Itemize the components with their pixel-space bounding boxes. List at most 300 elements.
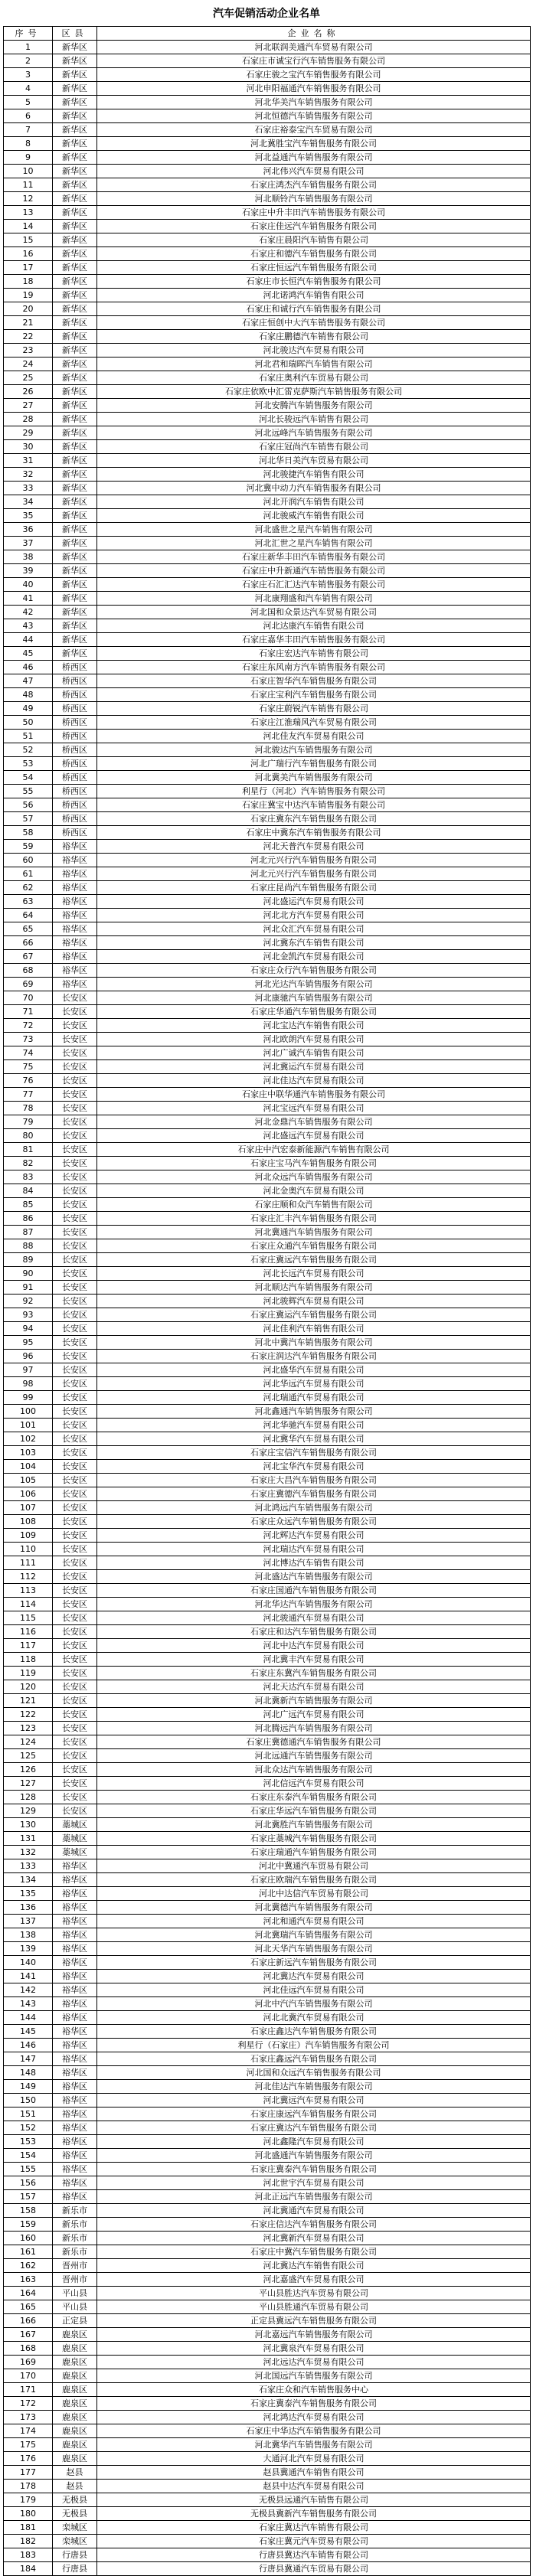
serial-number-cell: 50	[4, 716, 53, 730]
company-name-cell: 石家庄裕泰宝汽车贸易有限公司	[97, 123, 531, 137]
serial-number-cell: 63	[4, 895, 53, 909]
serial-number-cell: 142	[4, 1983, 53, 1997]
serial-number-cell: 175	[4, 2438, 53, 2452]
table-row	[4, 1708, 531, 1722]
district-cell: 栾城区	[53, 2521, 97, 2535]
district-cell: 长安区	[53, 1487, 97, 1501]
company-name-cell: 河北君和瑞晖汽车销售有限公司	[97, 358, 531, 371]
district-cell: 桥西区	[53, 702, 97, 716]
company-name-cell: 河北远峰汽车销售服务有限公司	[97, 426, 531, 440]
company-name-cell: 石家庄中冀东汽车销售服务有限公司	[97, 826, 531, 840]
company-name-cell: 石家庄鑫远汽车销售服务有限公司	[97, 2052, 531, 2066]
serial-number-cell: 176	[4, 2452, 53, 2466]
district-cell: 长安区	[53, 1777, 97, 1791]
district-cell: 赵县	[53, 2480, 97, 2493]
district-cell: 裕华区	[53, 840, 97, 854]
company-name-cell: 河北欧朗汽车贸易有限公司	[97, 1033, 531, 1046]
serial-number-cell: 124	[4, 1735, 53, 1749]
company-name-cell: 行唐县冀达汽车销售有限公司	[97, 2548, 531, 2562]
company-name-cell: 河北冀达汽车贸易有限公司	[97, 1970, 531, 1983]
serial-number-cell: 126	[4, 1763, 53, 1777]
serial-number-cell: 32	[4, 468, 53, 482]
table-row	[4, 1074, 531, 1088]
district-cell: 新华区	[53, 344, 97, 358]
serial-number-cell: 117	[4, 1639, 53, 1653]
company-name-cell: 河北冀新汽车贸易有限公司	[97, 2232, 531, 2245]
serial-number-cell: 174	[4, 2424, 53, 2438]
district-cell: 长安区	[53, 1405, 97, 1419]
table-row	[4, 716, 531, 730]
district-cell: 裕华区	[53, 895, 97, 909]
table-row	[4, 1611, 531, 1625]
district-cell: 新华区	[53, 647, 97, 661]
company-name-cell: 平山县胜通汽车贸易有限公司	[97, 2300, 531, 2314]
serial-number-cell: 145	[4, 2025, 53, 2039]
serial-number-cell: 92	[4, 1295, 53, 1308]
serial-number-cell: 22	[4, 330, 53, 344]
company-name-cell: 河北嘉远汽车销售服务有限公司	[97, 2328, 531, 2342]
district-cell: 裕华区	[53, 1942, 97, 1956]
serial-number-cell: 82	[4, 1157, 53, 1170]
table-row	[4, 1115, 531, 1129]
table-row	[4, 2535, 531, 2548]
company-name-cell: 石家庄冀达汽车销售有限公司	[97, 2521, 531, 2535]
company-name-cell: 河北佳达汽车贸易有限公司	[97, 1074, 531, 1088]
table-row	[4, 302, 531, 316]
district-cell: 长安区	[53, 1653, 97, 1667]
serial-number-cell: 154	[4, 2149, 53, 2163]
company-name-cell: 石家庄江淮瑞风汽车贸易有限公司	[97, 716, 531, 730]
serial-number-cell: 33	[4, 482, 53, 495]
table-row	[4, 1129, 531, 1143]
district-cell: 鹿泉区	[53, 2397, 97, 2411]
serial-number-cell: 104	[4, 1460, 53, 1474]
table-row	[4, 978, 531, 991]
serial-number-cell: 70	[4, 991, 53, 1005]
district-cell: 新华区	[53, 440, 97, 454]
company-name-cell: 石家庄冀宝中达汽车销售服务有限公司	[97, 798, 531, 812]
district-cell: 新华区	[53, 619, 97, 633]
table-row	[4, 440, 531, 454]
table-row	[4, 1639, 531, 1653]
company-name-cell: 河北骏达汽车贸易有限公司	[97, 344, 531, 358]
company-name-cell: 河北冀运汽车贸易有限公司	[97, 1060, 531, 1074]
district-cell: 裕华区	[53, 936, 97, 950]
district-cell: 长安区	[53, 1722, 97, 1735]
district-cell: 新乐市	[53, 2245, 97, 2259]
table-row	[4, 1102, 531, 1115]
table-row	[4, 2052, 531, 2066]
company-name-cell: 石家庄冀德汽车销售服务有限公司	[97, 1487, 531, 1501]
company-name-cell: 石家庄嘉华丰田汽车销售服务有限公司	[97, 633, 531, 647]
serial-number-cell: 75	[4, 1060, 53, 1074]
company-list-table	[3, 26, 531, 2576]
serial-number-cell: 77	[4, 1088, 53, 1102]
district-cell: 裕华区	[53, 2190, 97, 2204]
company-name-cell: 河北宝远汽车贸易有限公司	[97, 1102, 531, 1115]
district-cell: 长安区	[53, 991, 97, 1005]
table-row	[4, 702, 531, 716]
serial-number-cell: 72	[4, 1019, 53, 1033]
table-row	[4, 2424, 531, 2438]
serial-number-cell: 20	[4, 302, 53, 316]
table-row	[4, 785, 531, 798]
table-row	[4, 1956, 531, 1970]
serial-number-cell: 173	[4, 2411, 53, 2424]
district-cell: 新华区	[53, 82, 97, 96]
company-name-cell: 河北骏威汽车销售有限公司	[97, 509, 531, 523]
serial-number-cell: 178	[4, 2480, 53, 2493]
serial-number-cell: 56	[4, 798, 53, 812]
serial-number-cell: 79	[4, 1115, 53, 1129]
district-cell: 正定县	[53, 2314, 97, 2328]
company-name-cell: 河北达康汽车销售有限公司	[97, 619, 531, 633]
serial-number-cell: 107	[4, 1501, 53, 1515]
district-cell: 长安区	[53, 1005, 97, 1019]
table-row	[4, 316, 531, 330]
serial-number-cell: 28	[4, 413, 53, 426]
company-name-cell: 石家庄顺和众汽车销售有限公司	[97, 1198, 531, 1212]
serial-number-cell: 172	[4, 2397, 53, 2411]
serial-number-cell: 23	[4, 344, 53, 358]
district-cell: 新华区	[53, 220, 97, 233]
table-row	[4, 165, 531, 178]
district-cell: 裕华区	[53, 1915, 97, 1928]
district-cell: 长安区	[53, 1350, 97, 1363]
company-name-cell: 河北北方汽车贸易有限公司	[97, 909, 531, 922]
serial-number-cell: 46	[4, 661, 53, 674]
table-row	[4, 730, 531, 743]
company-name-cell: 石家庄冀德通汽车销售服务有限公司	[97, 1735, 531, 1749]
table-row	[4, 2493, 531, 2507]
company-name-cell: 石家庄冀运汽车销售服务有限公司	[97, 1308, 531, 1322]
table-row	[4, 2480, 531, 2493]
company-name-cell: 石家庄中升丰田汽车销售服务有限公司	[97, 206, 531, 220]
company-name-cell: 河北开润汽车销售有限公司	[97, 495, 531, 509]
district-cell: 长安区	[53, 1391, 97, 1405]
district-cell: 裕华区	[53, 1887, 97, 1901]
serial-number-cell: 83	[4, 1170, 53, 1184]
table-row	[4, 1680, 531, 1694]
serial-number-cell: 125	[4, 1749, 53, 1763]
serial-number-cell: 51	[4, 730, 53, 743]
district-cell: 长安区	[53, 1267, 97, 1281]
serial-number-cell: 132	[4, 1846, 53, 1859]
table-row	[4, 1887, 531, 1901]
district-cell: 无极县	[53, 2493, 97, 2507]
company-name-cell: 河北安腾汽车销售服务有限公司	[97, 399, 531, 413]
table-row	[4, 2135, 531, 2149]
serial-number-cell: 121	[4, 1694, 53, 1708]
district-cell: 裕华区	[53, 1901, 97, 1915]
district-cell: 裕华区	[53, 2149, 97, 2163]
table-row	[4, 1322, 531, 1336]
serial-number-cell: 19	[4, 289, 53, 302]
district-cell: 鹿泉区	[53, 2342, 97, 2356]
serial-number-cell: 171	[4, 2383, 53, 2397]
table-row	[4, 109, 531, 123]
serial-number-cell: 61	[4, 867, 53, 881]
district-cell: 长安区	[53, 1556, 97, 1570]
company-name-cell: 石家庄中升新通汽车销售服务有限公司	[97, 564, 531, 578]
company-name-cell: 河北国和众景达汽车贸易有限公司	[97, 606, 531, 619]
district-cell: 新华区	[53, 68, 97, 82]
company-name-cell: 河北鸿达汽车贸易有限公司	[97, 2411, 531, 2424]
district-cell: 裕华区	[53, 964, 97, 978]
serial-number-cell: 34	[4, 495, 53, 509]
company-name-cell: 河北骏通汽车贸易有限公司	[97, 1611, 531, 1625]
company-name-cell: 石家庄国通汽车销售服务有限公司	[97, 1584, 531, 1598]
company-name-cell: 河北佳友汽车贸易有限公司	[97, 730, 531, 743]
company-name-cell: 石家庄和诚行汽车销售服务有限公司	[97, 302, 531, 316]
serial-number-cell: 120	[4, 1680, 53, 1694]
company-name-cell: 石家庄鸿杰汽车销售服务有限公司	[97, 178, 531, 192]
serial-number-cell: 177	[4, 2466, 53, 2480]
district-cell: 新华区	[53, 165, 97, 178]
company-name-cell: 石家庄藁城汽车销售服务有限公司	[97, 1832, 531, 1846]
table-row	[4, 385, 531, 399]
company-name-cell: 河北瑞通汽车贸易有限公司	[97, 1391, 531, 1405]
district-cell: 裕华区	[53, 1970, 97, 1983]
district-cell: 长安区	[53, 1226, 97, 1239]
company-name-cell: 石家庄和达汽车销售服务有限公司	[97, 1625, 531, 1639]
company-name-cell: 河北世宇汽车贸易有限公司	[97, 2176, 531, 2190]
district-cell: 长安区	[53, 1198, 97, 1212]
company-name-cell: 石家庄东风南方汽车销售服务有限公司	[97, 661, 531, 674]
district-cell: 新华区	[53, 371, 97, 385]
serial-number-cell: 180	[4, 2507, 53, 2521]
serial-number-cell: 27	[4, 399, 53, 413]
company-name-cell: 行唐县冀通汽车贸易有限公司	[97, 2562, 531, 2576]
company-name-cell: 石家庄佳远汽车销售服务有限公司	[97, 220, 531, 233]
company-name-cell: 河北众汇汽车贸易有限公司	[97, 922, 531, 936]
table-row	[4, 1446, 531, 1460]
company-name-cell: 石家庄智华汽车销售服务有限公司	[97, 674, 531, 688]
serial-number-cell: 184	[4, 2562, 53, 2576]
company-name-cell: 河北中达信汽车贸易有限公司	[97, 1887, 531, 1901]
district-cell: 裕华区	[53, 2176, 97, 2190]
serial-number-cell: 94	[4, 1322, 53, 1336]
district-cell: 长安区	[53, 1212, 97, 1226]
company-name-cell: 河北顺铃汽车销售服务有限公司	[97, 192, 531, 206]
table-row	[4, 2287, 531, 2300]
table-row	[4, 1915, 531, 1928]
district-cell: 藁城区	[53, 1818, 97, 1832]
district-cell: 长安区	[53, 1515, 97, 1529]
district-cell: 长安区	[53, 1184, 97, 1198]
table-row	[4, 289, 531, 302]
company-name-cell: 河北广诚汽车销售有限公司	[97, 1046, 531, 1060]
company-name-cell: 河北信远汽车贸易有限公司	[97, 1777, 531, 1791]
serial-number-cell: 162	[4, 2259, 53, 2273]
district-cell: 新华区	[53, 261, 97, 275]
serial-number-cell: 52	[4, 743, 53, 757]
district-cell: 新华区	[53, 482, 97, 495]
table-row	[4, 1584, 531, 1598]
district-cell: 裕华区	[53, 2011, 97, 2025]
table-row	[4, 1377, 531, 1391]
company-name-cell: 河北冀胜汽车销售服务有限公司	[97, 1818, 531, 1832]
serial-number-cell: 151	[4, 2107, 53, 2121]
district-cell: 裕华区	[53, 2039, 97, 2052]
table-row	[4, 922, 531, 936]
table-row	[4, 564, 531, 578]
district-cell: 新华区	[53, 413, 97, 426]
serial-number-cell: 73	[4, 1033, 53, 1046]
table-row	[4, 1501, 531, 1515]
company-name-cell: 河北天普汽车贸易有限公司	[97, 840, 531, 854]
district-cell: 桥西区	[53, 674, 97, 688]
district-cell: 新乐市	[53, 2232, 97, 2245]
company-name-cell: 河北盛华汽车贸易有限公司	[97, 1363, 531, 1377]
district-cell: 长安区	[53, 1501, 97, 1515]
company-name-cell: 石家庄石汇汇达汽车销售服务有限公司	[97, 578, 531, 592]
district-cell: 新华区	[53, 550, 97, 564]
table-row	[4, 1598, 531, 1611]
district-cell: 长安区	[53, 1074, 97, 1088]
district-cell: 裕华区	[53, 2025, 97, 2039]
table-row	[4, 798, 531, 812]
company-name-cell: 石家庄东泰汽车销售服务有限公司	[97, 1791, 531, 1804]
table-row	[4, 1033, 531, 1046]
table-row	[4, 991, 531, 1005]
company-name-cell: 赵县中达汽车贸易有限公司	[97, 2480, 531, 2493]
district-cell: 新华区	[53, 454, 97, 468]
company-name-cell: 河北元兴行汽车销售服务有限公司	[97, 867, 531, 881]
company-name-cell: 石家庄奥利汽车贸易有限公司	[97, 371, 531, 385]
table-row	[4, 2080, 531, 2094]
table-row	[4, 550, 531, 564]
table-row	[4, 1928, 531, 1942]
company-name-cell: 石家庄中汽宏泰新能源汽车销售有限公司	[97, 1143, 531, 1157]
table-row	[4, 1019, 531, 1033]
table-row	[4, 1667, 531, 1680]
table-row	[4, 1432, 531, 1446]
company-name-cell: 石家庄冀泰汽车销售服务有限公司	[97, 2163, 531, 2176]
district-cell: 桥西区	[53, 785, 97, 798]
district-cell: 长安区	[53, 1667, 97, 1680]
table-row	[4, 2328, 531, 2342]
company-name-cell: 无极县远通汽车销售有限公司	[97, 2493, 531, 2507]
serial-number-cell: 130	[4, 1818, 53, 1832]
district-cell: 长安区	[53, 1749, 97, 1763]
serial-number-cell: 169	[4, 2356, 53, 2369]
district-cell: 裕华区	[53, 2080, 97, 2094]
table-row	[4, 426, 531, 440]
table-row	[4, 1363, 531, 1377]
district-cell: 长安区	[53, 1432, 97, 1446]
company-name-cell: 石家庄市诚宝行汽车销售服务有限公司	[97, 54, 531, 68]
table-row	[4, 1419, 531, 1432]
serial-number-cell: 127	[4, 1777, 53, 1791]
company-name-cell: 河北鸿远汽车销售服务有限公司	[97, 1501, 531, 1515]
district-cell: 桥西区	[53, 812, 97, 826]
district-cell: 鹿泉区	[53, 2328, 97, 2342]
district-cell: 裕华区	[53, 909, 97, 922]
serial-number-cell: 74	[4, 1046, 53, 1060]
table-row	[4, 1777, 531, 1791]
table-row	[4, 895, 531, 909]
serial-number-cell: 102	[4, 1432, 53, 1446]
district-cell: 长安区	[53, 1680, 97, 1694]
table-row	[4, 1942, 531, 1956]
table-row	[4, 2383, 531, 2397]
table-row	[4, 192, 531, 206]
table-row	[4, 2149, 531, 2163]
serial-number-cell: 168	[4, 2342, 53, 2356]
district-cell: 裕华区	[53, 2052, 97, 2066]
table-row	[4, 220, 531, 233]
serial-number-cell: 85	[4, 1198, 53, 1212]
table-row	[4, 881, 531, 895]
district-cell: 桥西区	[53, 826, 97, 840]
company-name-cell: 河北冀瑞汽车销售服务有限公司	[97, 1928, 531, 1942]
table-row	[4, 2066, 531, 2080]
table-row	[4, 41, 531, 54]
table-row	[4, 1970, 531, 1983]
serial-number-cell: 60	[4, 854, 53, 867]
table-row	[4, 2218, 531, 2232]
serial-number-cell: 91	[4, 1281, 53, 1295]
company-name-cell: 河北宝华汽车贸易有限公司	[97, 1460, 531, 1474]
serial-number-cell: 38	[4, 550, 53, 564]
company-name-cell: 河北北冀汽车贸易有限公司	[97, 2011, 531, 2025]
table-row	[4, 964, 531, 978]
serial-number-cell: 103	[4, 1446, 53, 1460]
serial-number-cell: 18	[4, 275, 53, 289]
table-body	[4, 41, 531, 2576]
district-cell: 长安区	[53, 1170, 97, 1184]
district-cell: 长安区	[53, 1239, 97, 1253]
serial-number-cell: 135	[4, 1887, 53, 1901]
serial-number-cell: 58	[4, 826, 53, 840]
serial-number-cell: 97	[4, 1363, 53, 1377]
company-name-cell: 河北冀丰汽车贸易有限公司	[97, 1653, 531, 1667]
serial-number-cell: 21	[4, 316, 53, 330]
district-cell: 长安区	[53, 1322, 97, 1336]
company-name-cell: 河北国远汽车销售服务有限公司	[97, 2369, 531, 2383]
district-cell: 新华区	[53, 426, 97, 440]
district-cell: 长安区	[53, 1763, 97, 1777]
table-row	[4, 137, 531, 151]
company-name-cell: 河北金奥汽车贸易有限公司	[97, 1184, 531, 1198]
district-cell: 鹿泉区	[53, 2424, 97, 2438]
serial-number-cell: 8	[4, 137, 53, 151]
district-cell: 长安区	[53, 1046, 97, 1060]
header-company-name: 企业名称	[97, 27, 531, 41]
serial-number-cell: 140	[4, 1956, 53, 1970]
company-name-cell: 石家庄中华达汽车销售服务有限公司	[97, 2424, 531, 2438]
district-cell: 长安区	[53, 1019, 97, 1033]
district-cell: 长安区	[53, 1336, 97, 1350]
company-name-cell: 河北冀新汽车销售服务有限公司	[97, 1694, 531, 1708]
company-name-cell: 河北盛通汽车销售服务有限公司	[97, 2149, 531, 2163]
serial-number-cell: 47	[4, 674, 53, 688]
serial-number-cell: 80	[4, 1129, 53, 1143]
table-row	[4, 2204, 531, 2218]
company-name-cell: 河北冀远汽车贸易有限公司	[97, 2094, 531, 2107]
company-name-cell: 河北辉达汽车贸易有限公司	[97, 1529, 531, 1543]
serial-number-cell: 161	[4, 2245, 53, 2259]
serial-number-cell: 129	[4, 1804, 53, 1818]
company-name-cell: 石家庄宏达汽车销售有限公司	[97, 647, 531, 661]
serial-number-cell: 101	[4, 1419, 53, 1432]
district-cell: 新华区	[53, 275, 97, 289]
district-cell: 新华区	[53, 233, 97, 247]
table-row	[4, 1336, 531, 1350]
company-name-cell: 河北众达汽车销售服务有限公司	[97, 1763, 531, 1777]
company-name-cell: 河北宝达汽车销售有限公司	[97, 1019, 531, 1033]
